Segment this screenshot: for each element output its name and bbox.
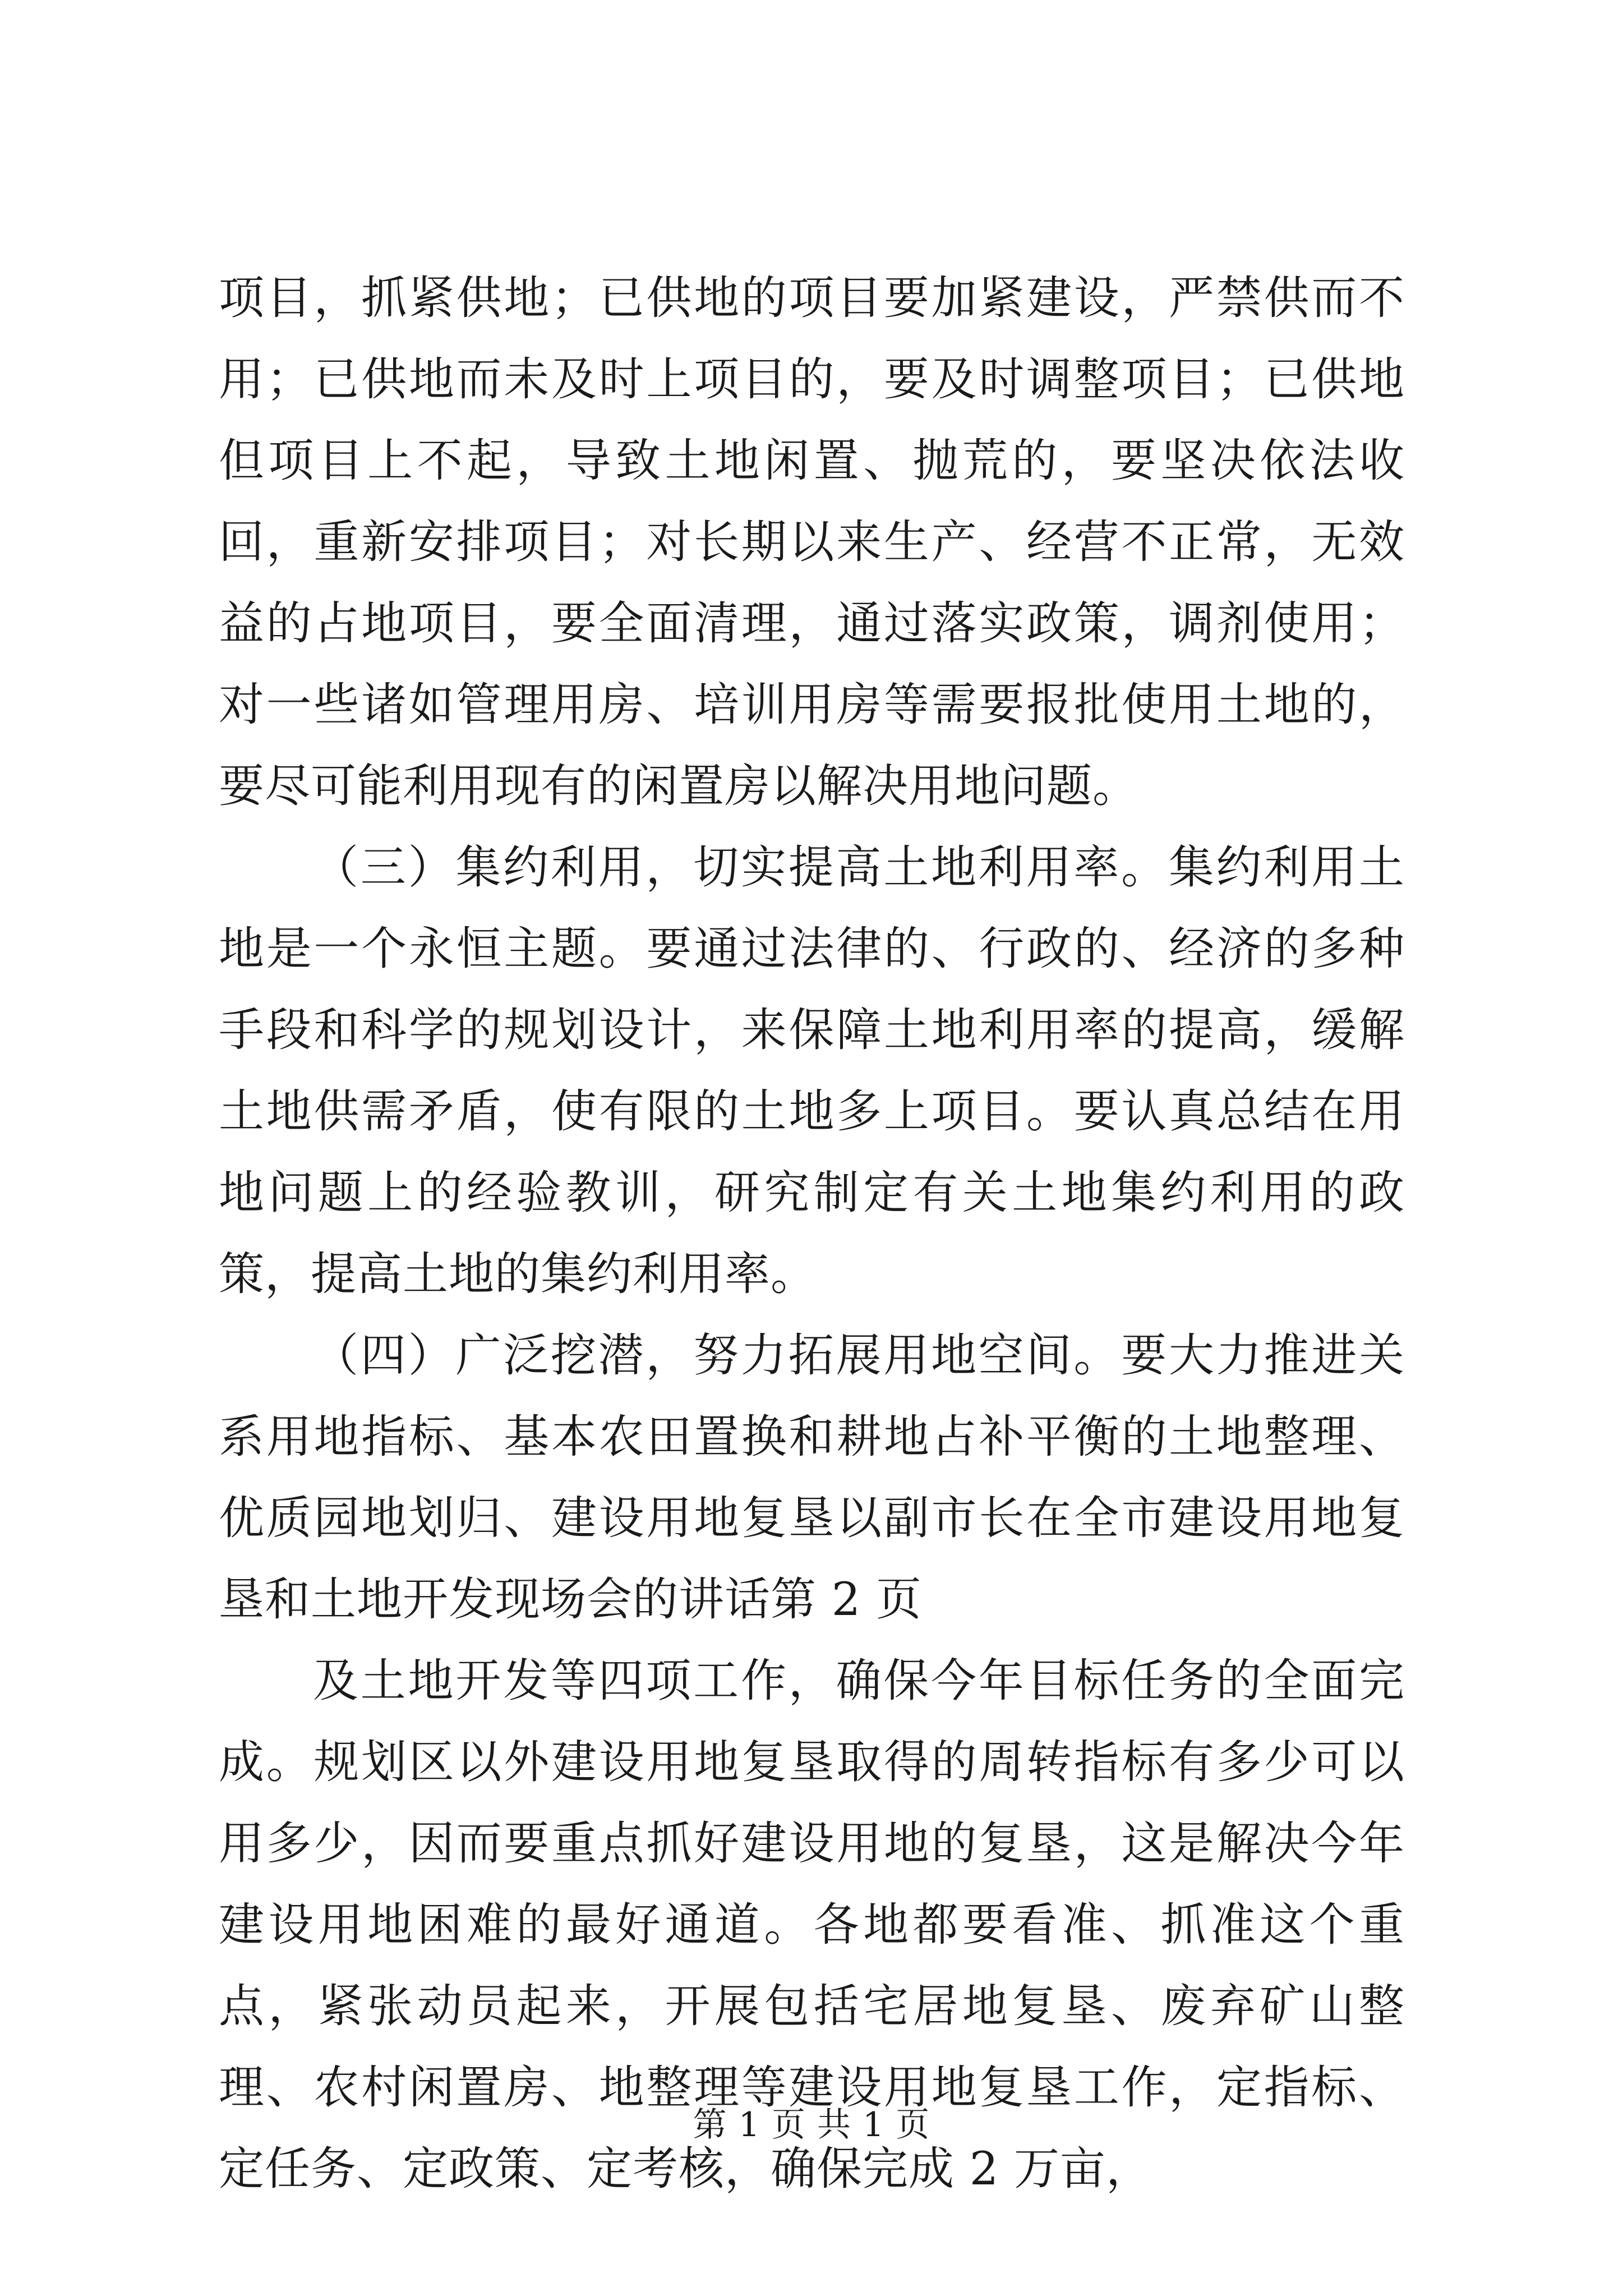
paragraph-section-4-continued: 及土地开发等四项工作，确保今年目标任务的全面完成。规划区以外建设用地复垦取得的周转指标有多少可以用多少，因而要重点抓好建设用地的复垦，这是解决今年建设用地困难的最好通道。各地都要看准、抓准这个重点，紧张动员起来，开展包括宅居地复垦、废弃矿山整理、农村闲置房、地整理等建设用地复垦工作，定指标、定任务、定政策、定考核，确保完成 2 万亩， bbox=[219, 1655, 1405, 2196]
page-footer: 第 1 页 共 1 页 bbox=[693, 2105, 930, 2145]
paragraph-continuation: 项目，抓紧供地；已供地的项目要加紧建设，严禁供而不用；已供地而未及时上项目的，要及时调整项目；已供地但项目上不起，导致土地闲置、抛荒的，要坚决依法收回，重新安排项目；对长期以来生产、经营不正常，无效益的占地项目，要全面清理，通过落实政策，调剂使用；对一些诸如管理用房、培训用房等需要报批使用土地的，要尽可能利用现有的闲置房以解决用地问题。 bbox=[219, 272, 1405, 813]
paragraph-section-4: （四）广泛挖潜，努力拓展用地空间。要大力推进关系用地指标、基本农田置换和耕地占补平衡的土地整理、优质园地划归、建设用地复垦以副市长在全市建设用地复垦和土地开发现场会的讲话第 2 页 bbox=[219, 1329, 1405, 1626]
document-body bbox=[219, 258, 1405, 2210]
paragraph-section-3: （三）集约利用，切实提高土地利用率。集约利用土地是一个永恒主题。要通过法律的、行政的、经济的多种手段和科学的规划设计，来保障土地利用率的提高，缓解土地供需矛盾，使有限的土地多上项目。要认真总结在用地问题上的经验教训，研究制定有关土地集约利用的政策，提高土地的集约利用率。 bbox=[219, 841, 1405, 1301]
